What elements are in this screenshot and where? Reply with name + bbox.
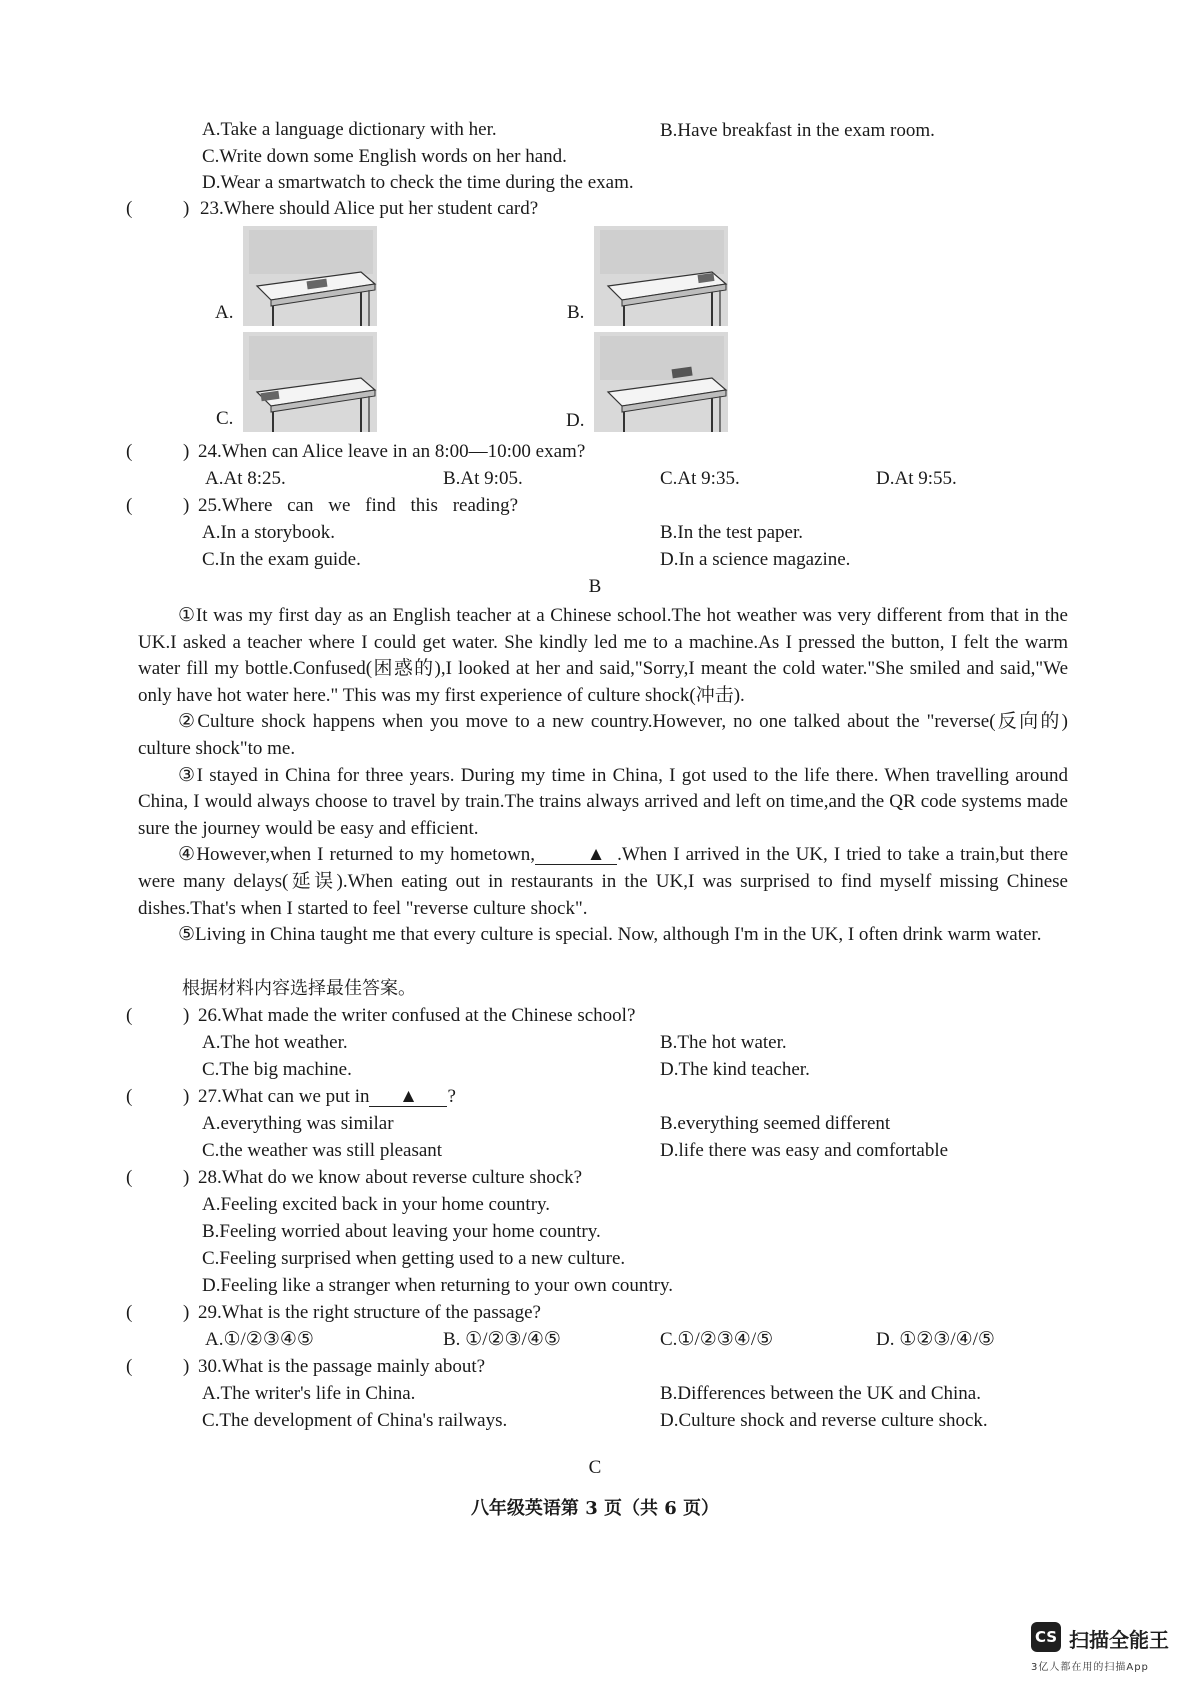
q30-option-a: A.The writer's life in China. bbox=[202, 1383, 416, 1404]
q28-option-a: A.Feeling excited back in your home country. bbox=[202, 1194, 551, 1215]
answer-paren-close: ) bbox=[183, 1356, 190, 1377]
passage-paragraph-3: ③I stayed in China for three years. During my time in China, I got used to the life there. When travelling around China, I would always choose to travel by train.The trains always arrived and left on time,and the QR code systems made sure the journey would be easy and efficient. bbox=[138, 764, 1068, 839]
q30-option-c: C.The development of China's railways. bbox=[202, 1410, 508, 1431]
q25-option-b: B.In the test paper. bbox=[660, 522, 803, 543]
q26-option-d: D.The kind teacher. bbox=[660, 1059, 810, 1080]
answer-paren-close: ) bbox=[183, 495, 190, 516]
q28-stem: 28.What do we know about reverse culture shock? bbox=[198, 1167, 583, 1188]
q24-option-d: D.At 9:55. bbox=[876, 468, 957, 489]
section-b-heading: B bbox=[588, 576, 602, 597]
desk-card-on-corner-icon bbox=[594, 226, 728, 326]
q23-label-d: D. bbox=[566, 410, 585, 431]
answer-paren-open: ( bbox=[126, 1167, 133, 1188]
passage-paragraph-1: ①It was my first day as an English teacher at a Chinese school.The hot weather was very different from that in the UK.I asked a teacher where I could get water. She kindly led me to a machine.As I pressed the button, I felt the warm water fill my bottle.Confused(困惑的),I looked at her and said,"Sorry,I meant the cold water."She smiled and said,"We only have hot water here." This was my first experience of culture shock(冲击). bbox=[138, 605, 1068, 706]
answer-paren-open: ( bbox=[126, 1302, 133, 1323]
watermark-tagline: 3亿人都在用的扫描App bbox=[1031, 1662, 1149, 1673]
q27-option-a: A.everything was similar bbox=[202, 1113, 394, 1134]
instruction-text: 根据材料内容选择最佳答案。 bbox=[182, 978, 416, 999]
answer-paren-close: ) bbox=[183, 1302, 190, 1323]
answer-paren-open: ( bbox=[126, 441, 133, 462]
q29-option-b: B. ①/②③/④⑤ bbox=[443, 1329, 561, 1350]
answer-paren-close: ) bbox=[183, 1167, 190, 1188]
q23-picture-c bbox=[243, 332, 377, 432]
q23-picture-a bbox=[243, 226, 377, 326]
q24-option-a: A.At 8:25. bbox=[205, 468, 286, 489]
q23-picture-b bbox=[594, 226, 728, 326]
q26-option-a: A.The hot weather. bbox=[202, 1032, 348, 1053]
q30-option-b: B.Differences between the UK and China. bbox=[660, 1383, 981, 1404]
camscanner-logo-icon: CS bbox=[1031, 1622, 1061, 1652]
q29-stem: 29.What is the right structure of the passage? bbox=[198, 1302, 541, 1323]
passage-blank: ▲ bbox=[535, 846, 617, 865]
q27-question-mark: ? bbox=[447, 1086, 456, 1107]
q24-option-b: B.At 9:05. bbox=[443, 468, 523, 489]
answer-paren-open: ( bbox=[126, 1356, 133, 1377]
q27-option-c: C.the weather was still pleasant bbox=[202, 1140, 443, 1161]
watermark-name: 扫描全能王 bbox=[1069, 1628, 1169, 1652]
desk-card-on-desk-icon bbox=[243, 226, 377, 326]
passage-b bbox=[138, 603, 1068, 949]
q27-option-b: B.everything seemed different bbox=[660, 1113, 891, 1134]
q27-stem-text: 27.What can we put in bbox=[198, 1086, 370, 1107]
q23-label-b: B. bbox=[567, 302, 585, 323]
answer-paren-close: ) bbox=[183, 198, 190, 219]
q22-option-c: C.Write down some English words on her hand. bbox=[202, 146, 567, 167]
q24-stem: 24.When can Alice leave in an 8:00—10:00 exam? bbox=[198, 441, 586, 462]
section-c-heading: C bbox=[588, 1457, 602, 1478]
answer-paren-open: ( bbox=[126, 198, 133, 219]
q26-option-b: B.The hot water. bbox=[660, 1032, 787, 1053]
q25-option-a: A.In a storybook. bbox=[202, 522, 335, 543]
q23-picture-d bbox=[594, 332, 728, 432]
passage-paragraph-2: ②Culture shock happens when you move to a new country.However, no one talked about the "reverse(反向的) culture shock"to me. bbox=[138, 711, 1068, 759]
q23-label-a: A. bbox=[215, 302, 234, 323]
q29-option-d: D. ①②③/④/⑤ bbox=[876, 1329, 995, 1350]
q23-label-c: C. bbox=[216, 408, 234, 429]
q25-option-c: C.In the exam guide. bbox=[202, 549, 361, 570]
q25-option-d: D.In a science magazine. bbox=[660, 549, 851, 570]
desk-card-left-corner-icon bbox=[243, 332, 377, 432]
q26-option-c: C.The big machine. bbox=[202, 1059, 352, 1080]
q22-option-d: D.Wear a smartwatch to check the time during the exam. bbox=[202, 172, 634, 193]
q22-option-b: B.Have breakfast in the exam room. bbox=[660, 120, 935, 141]
q28-option-c: C.Feeling surprised when getting used to a new culture. bbox=[202, 1248, 626, 1269]
q27-blank: ▲ bbox=[369, 1088, 447, 1107]
paragraph-4-start: ④However,when I returned to my hometown, bbox=[178, 844, 536, 866]
passage-paragraph-5: ⑤Living in China taught me that every culture is special. Now, although I'm in the UK, I often drink warm water. bbox=[178, 924, 1042, 946]
q22-option-a: A.Take a language dictionary with her. bbox=[202, 119, 497, 140]
scanner-watermark bbox=[1031, 1622, 1171, 1674]
q28-option-d: D.Feeling like a stranger when returning to your own country. bbox=[202, 1275, 674, 1296]
q29-option-c: C.①/②③④/⑤ bbox=[660, 1329, 774, 1350]
q27-stem bbox=[198, 1086, 456, 1109]
q30-stem: 30.What is the passage mainly about? bbox=[198, 1356, 486, 1377]
q26-stem: 26.What made the writer confused at the Chinese school? bbox=[198, 1005, 636, 1026]
q25-stem: 25.Where can we find this reading? bbox=[198, 495, 519, 516]
answer-paren-open: ( bbox=[126, 1086, 133, 1107]
q28-option-b: B.Feeling worried about leaving your home country. bbox=[202, 1221, 601, 1242]
q27-option-d: D.life there was easy and comfortable bbox=[660, 1140, 949, 1161]
answer-paren-open: ( bbox=[126, 495, 133, 516]
paragraph-4-rest: .When I arrived in the UK, I tried to take a train,but there were many delays(延误).When eating out in restaurants in the UK,I was surprised to find myself missing Chinese dishes.That's when I started to feel "reverse culture shock". bbox=[138, 844, 1068, 919]
passage-paragraph-4 bbox=[138, 842, 1068, 922]
page-footer: 八年级英语第 3 页（共 6 页） bbox=[470, 1498, 720, 1519]
answer-paren-close: ) bbox=[183, 441, 190, 462]
answer-paren-open: ( bbox=[126, 1005, 133, 1026]
q29-option-a: A.①/②③④⑤ bbox=[205, 1329, 314, 1350]
q23-stem: 23.Where should Alice put her student card? bbox=[200, 198, 539, 219]
q24-option-c: C.At 9:35. bbox=[660, 468, 740, 489]
q30-option-d: D.Culture shock and reverse culture shock. bbox=[660, 1410, 988, 1431]
answer-paren-close: ) bbox=[183, 1005, 190, 1026]
answer-paren-close: ) bbox=[183, 1086, 190, 1107]
desk-card-back-right-icon bbox=[594, 332, 728, 432]
